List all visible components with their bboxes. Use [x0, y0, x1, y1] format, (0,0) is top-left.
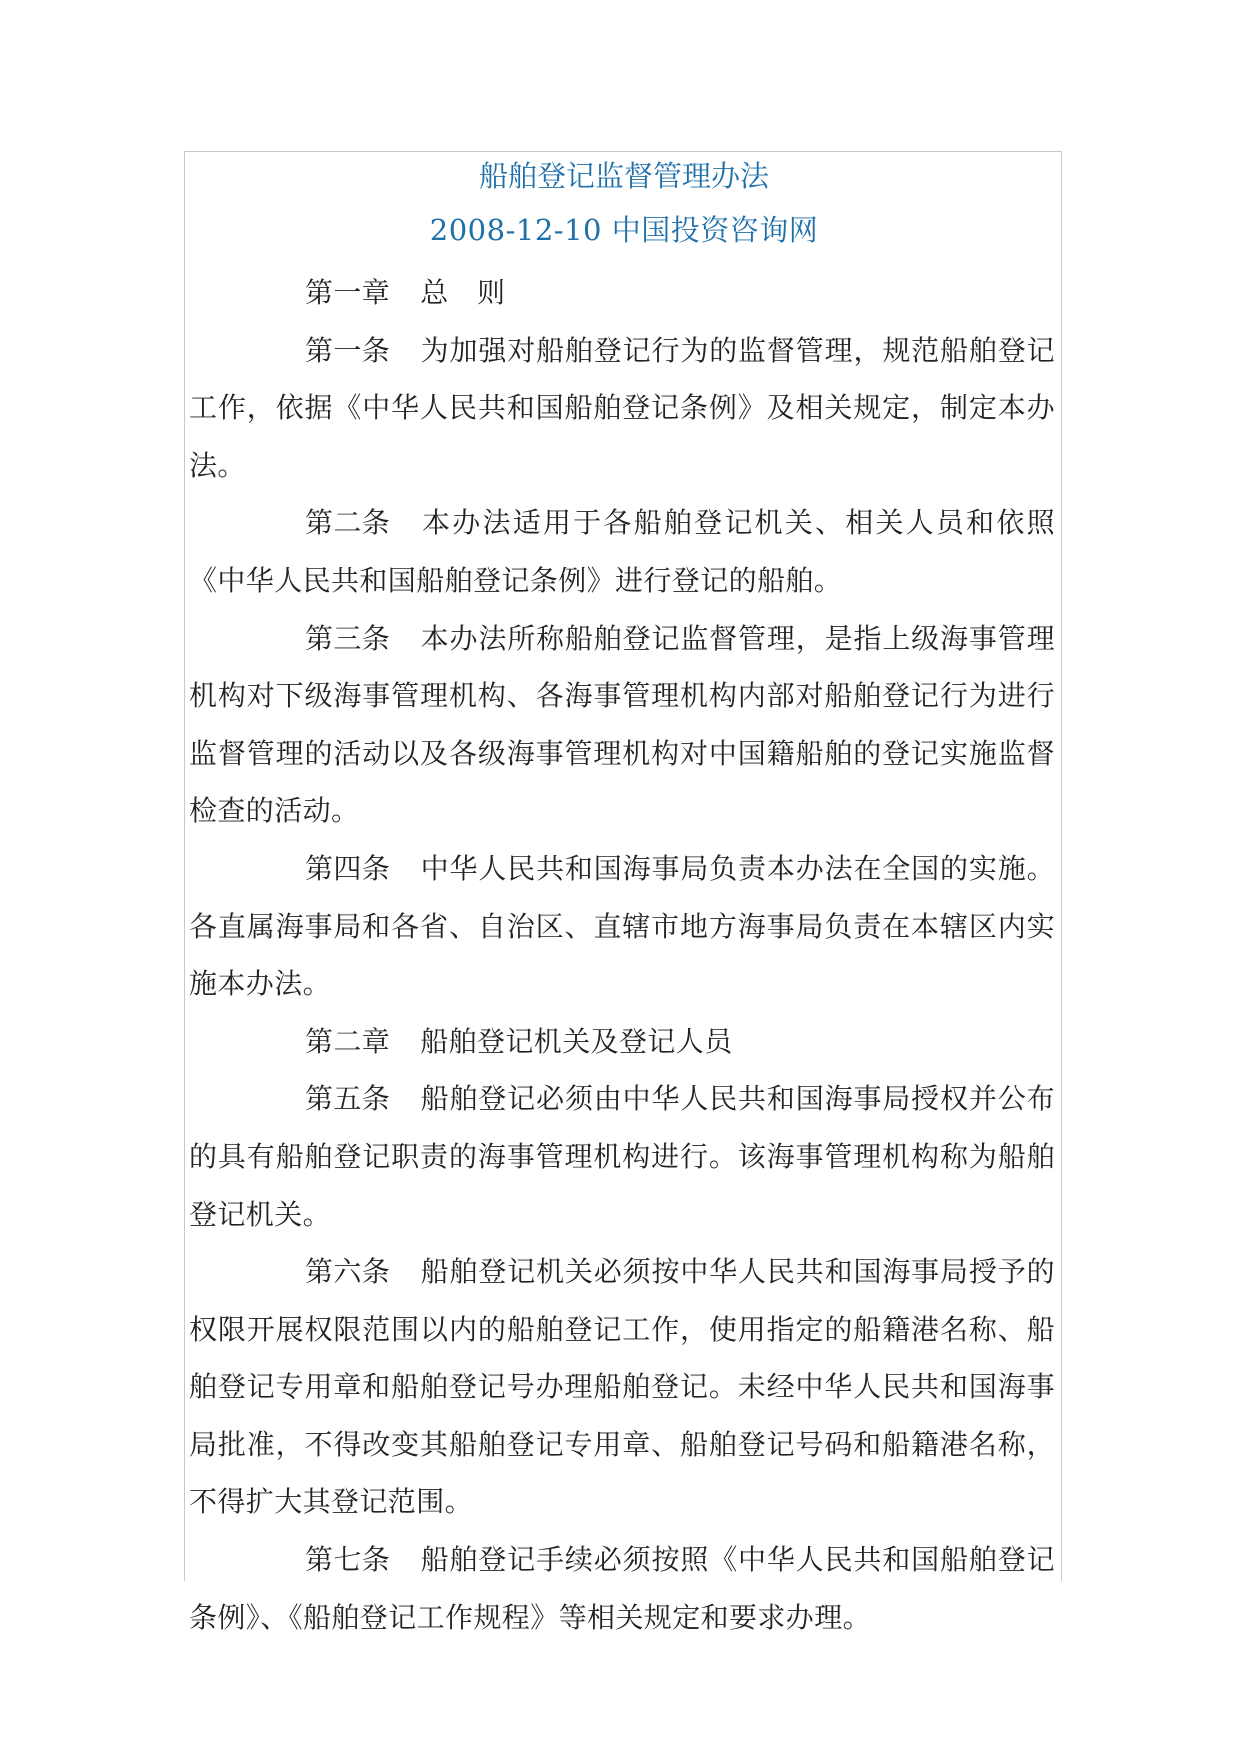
- article-label: 第三条: [305, 621, 391, 655]
- chapter-label: 第二章: [305, 1024, 391, 1058]
- chapter-title: 总 则: [420, 276, 506, 309]
- article-label: 第六条: [305, 1255, 391, 1289]
- article-frame: [184, 151, 1062, 1634]
- article-label: 第五条: [305, 1082, 391, 1116]
- article-label: 第四条: [305, 851, 391, 885]
- article-body: [189, 264, 1055, 1646]
- chapter-2-heading: [189, 1013, 1055, 1071]
- article-label: 第二条: [305, 506, 391, 540]
- article-text: 本办法所称船舶登记监督管理，是指上级海事管理机构对下级海事管理机构、各海事管理机构内部对船舶登记行为进行监督管理的活动以及各级海事管理机构对中国籍船舶的登记实施监督检查的活动。: [189, 621, 1055, 828]
- article-text: 船舶登记机关必须按中华人民共和国海事局授予的权限开展权限范围以内的船舶登记工作，使用指定的船籍港名称、船舶登记专用章和船舶登记号办理船舶登记。未经中华人民共和国海事局批准，不得改变其船舶登记专用章、船舶登记号码和船籍港名称，不得扩大其登记范围。: [189, 1255, 1055, 1519]
- article-4: [189, 840, 1055, 1013]
- chapter-label: 第一章: [305, 276, 391, 309]
- chapter-title: 船舶登记机关及登记人员: [420, 1024, 733, 1058]
- article-6: [189, 1243, 1055, 1531]
- chapter-1-heading: [189, 264, 1055, 322]
- article-text: 船舶登记手续必须按照《中华人民共和国船舶登记条例》、《船舶登记工作规程》等相关规定和要求办理。: [189, 1543, 1055, 1634]
- article-text: 船舶登记必须由中华人民共和国海事局授权并公布的具有船舶登记职责的海事管理机构进行。该海事管理机构称为船舶登记机关。: [189, 1082, 1055, 1231]
- article-7: [189, 1531, 1055, 1646]
- article-1: [189, 322, 1055, 495]
- article-text: 中华人民共和国海事局负责本办法在全国的实施。各直属海事局和各省、自治区、直辖市地方海事局负责在本辖区内实施本办法。: [189, 851, 1055, 1001]
- article-label: 第一条: [305, 333, 391, 367]
- article-label: 第七条: [305, 1543, 391, 1577]
- article-2: [189, 494, 1055, 609]
- article-text: 本办法适用于各船舶登记机关、相关人员和依照《中华人民共和国船舶登记条例》进行登记的船舶。: [189, 506, 1055, 597]
- article-text: 为加强对船舶登记行为的监督管理，规范船舶登记工作，依据《中华人民共和国船舶登记条例》及相关规定，制定本办法。: [189, 333, 1055, 482]
- article-title: 船舶登记监督管理办法: [478, 159, 769, 193]
- article-5: [189, 1070, 1055, 1243]
- article-3: [189, 610, 1055, 840]
- article-date-source: 2008-12-10 中国投资咨询网: [429, 213, 819, 247]
